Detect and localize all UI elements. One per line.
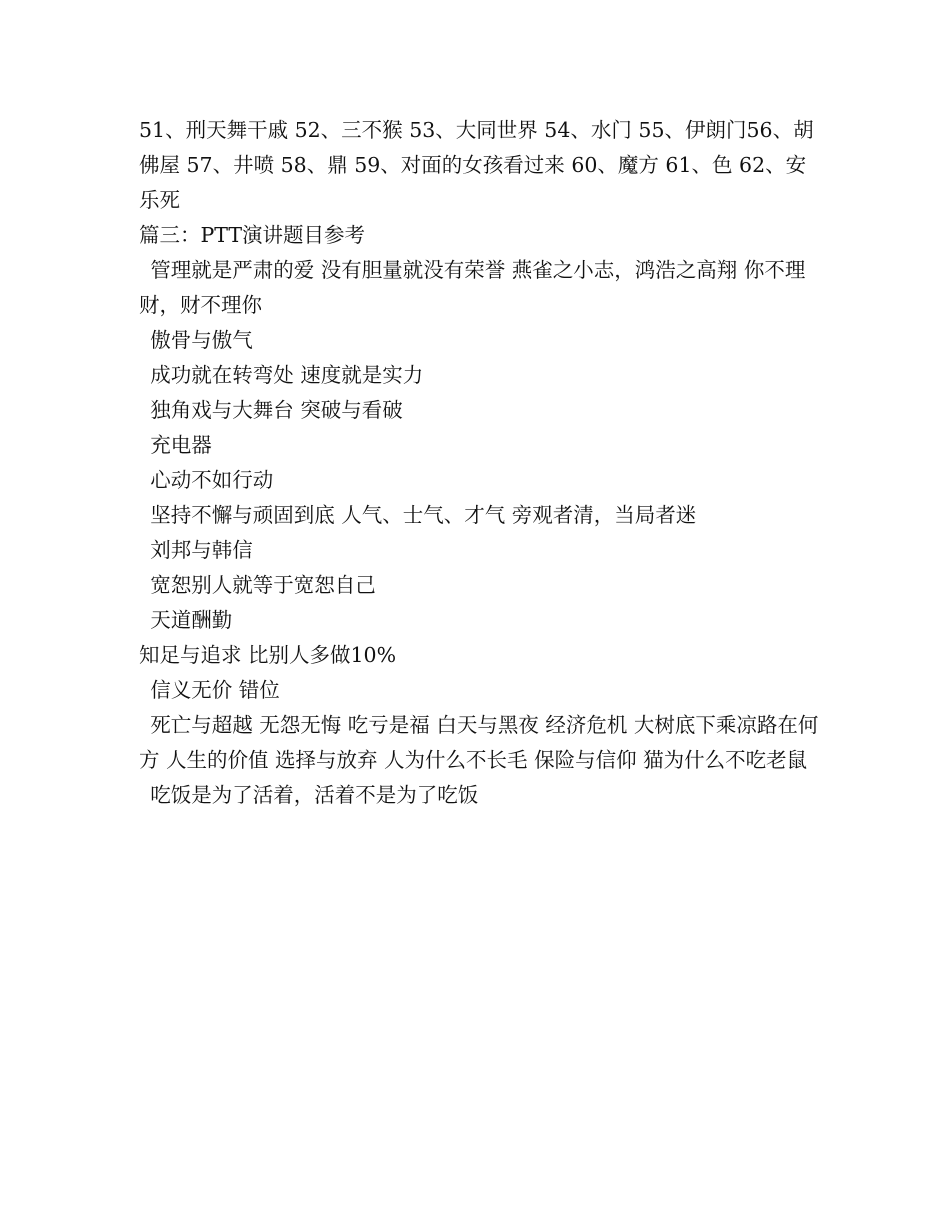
paragraph-topic: 成功就在转弯处 速度就是实力 bbox=[150, 363, 424, 387]
paragraph-topic: 知足与追求 比别人多做10% bbox=[139, 643, 397, 667]
paragraph-topic: 独角戏与大舞台 突破与看破 bbox=[150, 398, 403, 422]
paragraph-numbered-list: 51、刑天舞干戚 52、三不猴 53、大同世界 54、水门 55、伊朗门56、胡佛屋 57、井喷 58、鼎 59、对面的女孩看过来 60、魔方 61、色 62、安乐死 bbox=[139, 118, 814, 212]
paragraph-topic: 傲骨与傲气 bbox=[150, 328, 253, 352]
paragraph-topics: 管理就是严肃的爱 没有胆量就没有荣誉 燕雀之小志，鸿浩之高翔 你不理财，财不理你 bbox=[139, 258, 806, 317]
paragraph-topic: 宽恕别人就等于宽恕自己 bbox=[150, 573, 376, 597]
section-heading: 篇三：PTT演讲题目参考 bbox=[139, 223, 366, 247]
paragraph-topic: 信义无价 错位 bbox=[150, 678, 280, 702]
paragraph-topics: 死亡与超越 无怨无悔 吃亏是福 白天与黑夜 经济危机 大树底下乘凉路在何方 人生的价值 选择与放弃 人为什么不长毛 保险与信仰 猫为什么不吃老鼠 bbox=[139, 713, 819, 772]
paragraph-topic: 天道酬勤 bbox=[150, 608, 233, 632]
paragraph-topic: 刘邦与韩信 bbox=[150, 538, 253, 562]
paragraph-topic: 充电器 bbox=[150, 433, 212, 457]
document-body bbox=[139, 113, 819, 813]
paragraph-topic: 吃饭是为了活着，活着不是为了吃饭 bbox=[150, 783, 479, 807]
paragraph-topic: 心动不如行动 bbox=[150, 468, 274, 492]
paragraph-topic: 坚持不懈与顽固到底 人气、士气、才气 旁观者清，当局者迷 bbox=[150, 503, 697, 527]
